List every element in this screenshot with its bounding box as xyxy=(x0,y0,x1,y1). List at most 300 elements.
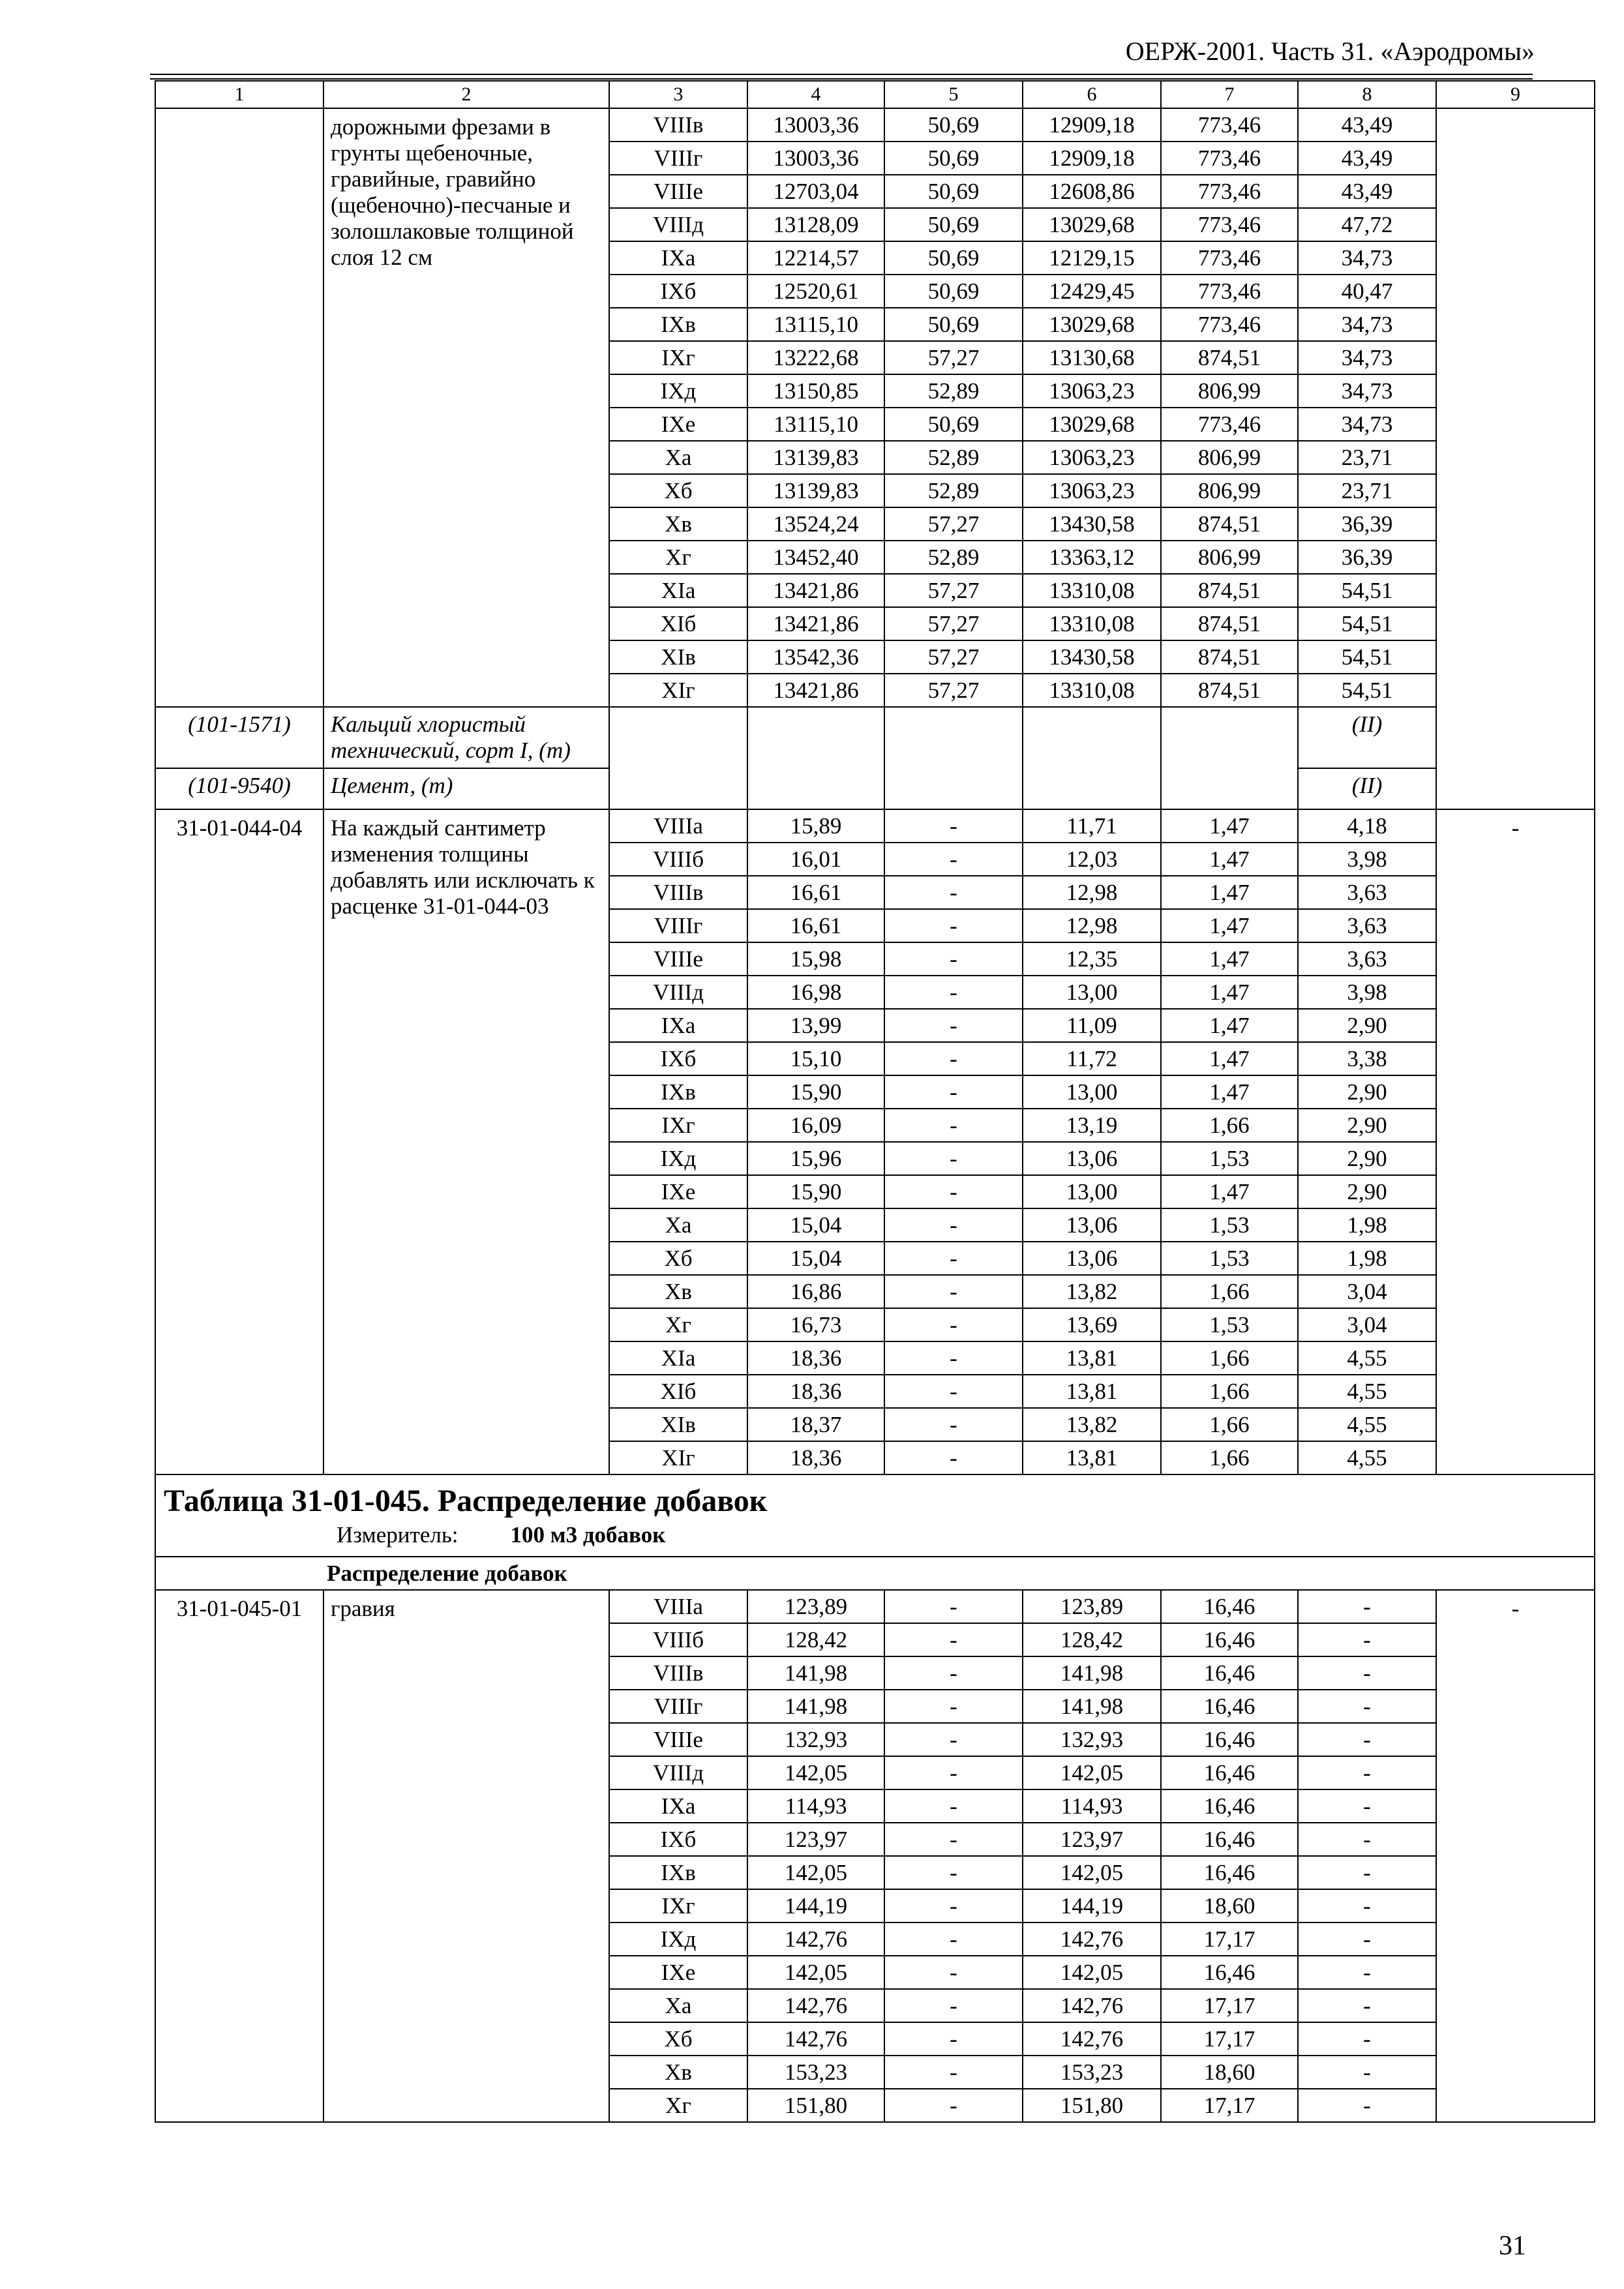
value-cell: 13524,24 xyxy=(747,507,884,541)
value-cell: - xyxy=(884,1408,1023,1441)
value-cell: 11,09 xyxy=(1023,1009,1161,1042)
value-cell: 11,72 xyxy=(1023,1042,1161,1075)
value-cell: 16,86 xyxy=(747,1275,884,1308)
value-cell: 773,46 xyxy=(1161,142,1298,175)
value-cell: 34,73 xyxy=(1298,408,1436,441)
empty-cell xyxy=(1161,707,1298,768)
value-cell: 13003,36 xyxy=(747,108,884,142)
value-cell: 54,51 xyxy=(1298,674,1436,707)
zone-cell: VIIIе xyxy=(609,175,747,208)
value-cell: 13421,86 xyxy=(747,674,884,707)
value-cell: 4,55 xyxy=(1298,1375,1436,1408)
unit-label: Измеритель: xyxy=(337,1522,459,1548)
zone-cell: IXв xyxy=(609,1075,747,1109)
value-cell: 128,42 xyxy=(1023,1623,1161,1656)
value-cell: - xyxy=(884,1922,1023,1956)
table-row xyxy=(155,1590,1595,1623)
value-cell: 4,55 xyxy=(1298,1341,1436,1375)
value-cell: - xyxy=(884,809,1023,843)
value-cell: 1,47 xyxy=(1161,1175,1298,1208)
value-cell: 57,27 xyxy=(884,607,1023,640)
zone-cell: VIIIд xyxy=(609,1756,747,1789)
material-code: (101-1571) xyxy=(155,707,323,768)
value-cell: 3,38 xyxy=(1298,1042,1436,1075)
value-cell: - xyxy=(884,1308,1023,1341)
value-cell: 23,71 xyxy=(1298,474,1436,507)
zone-cell: Xб xyxy=(609,1242,747,1275)
value-cell: 17,17 xyxy=(1161,1989,1298,2022)
value-cell: 13128,09 xyxy=(747,208,884,241)
empty-cell xyxy=(609,707,747,768)
value-cell: 18,60 xyxy=(1161,1889,1298,1922)
header-rule xyxy=(150,78,1533,80)
value-cell: 34,73 xyxy=(1298,308,1436,341)
zone-cell: VIIIг xyxy=(609,1690,747,1723)
zone-cell: XIв xyxy=(609,1408,747,1441)
rate-code-cell: 31-01-044-04 xyxy=(155,809,323,1474)
value-cell: 50,69 xyxy=(884,175,1023,208)
value-cell: 806,99 xyxy=(1161,441,1298,474)
value-cell: 874,51 xyxy=(1161,607,1298,640)
value-cell: 151,80 xyxy=(747,2089,884,2122)
table-title-cell xyxy=(155,1474,1595,1557)
column-number: 3 xyxy=(609,81,747,108)
value-cell: 16,46 xyxy=(1161,1856,1298,1889)
value-cell: 1,66 xyxy=(1161,1375,1298,1408)
value-cell: 151,80 xyxy=(1023,2089,1161,2122)
value-cell: 773,46 xyxy=(1161,175,1298,208)
value-cell: 806,99 xyxy=(1161,474,1298,507)
value-cell: 1,47 xyxy=(1161,809,1298,843)
value-cell: 15,10 xyxy=(747,1042,884,1075)
value-cell: - xyxy=(884,1009,1023,1042)
value-cell: 52,89 xyxy=(884,374,1023,408)
value-cell: 4,55 xyxy=(1298,1441,1436,1474)
zone-cell: Xг xyxy=(609,541,747,574)
value-cell: - xyxy=(884,1208,1023,1242)
value-cell: 142,76 xyxy=(747,1989,884,2022)
value-cell: 13310,08 xyxy=(1023,607,1161,640)
column-number: 9 xyxy=(1436,81,1595,108)
value-cell: 15,90 xyxy=(747,1175,884,1208)
value-cell: 132,93 xyxy=(1023,1723,1161,1756)
value-cell: 18,36 xyxy=(747,1441,884,1474)
column9-cell xyxy=(1436,108,1595,809)
value-cell: 13,81 xyxy=(1023,1341,1161,1375)
value-cell: 17,17 xyxy=(1161,1922,1298,1956)
zone-cell: Xв xyxy=(609,1275,747,1308)
value-cell: - xyxy=(1298,1723,1436,1756)
value-cell: 13421,86 xyxy=(747,574,884,607)
value-cell: - xyxy=(1298,2056,1436,2089)
value-cell: - xyxy=(1298,2022,1436,2056)
value-cell: 13430,58 xyxy=(1023,640,1161,674)
value-cell: 3,63 xyxy=(1298,909,1436,942)
value-cell: 4,55 xyxy=(1298,1408,1436,1441)
value-cell: 16,73 xyxy=(747,1308,884,1341)
value-cell: 13,82 xyxy=(1023,1408,1161,1441)
zone-cell: IXе xyxy=(609,408,747,441)
value-cell: 43,49 xyxy=(1298,142,1436,175)
zone-cell: IXб xyxy=(609,275,747,308)
column-number: 6 xyxy=(1023,81,1161,108)
zone-cell: XIб xyxy=(609,607,747,640)
zone-cell: VIIIв xyxy=(609,108,747,142)
running-header: ОЕРЖ-2001. Часть 31. «Аэродромы» xyxy=(1125,37,1535,66)
zone-cell: IXе xyxy=(609,1956,747,1989)
zone-cell: VIIIв xyxy=(609,876,747,909)
empty-cell xyxy=(747,707,884,768)
value-cell: 12909,18 xyxy=(1023,108,1161,142)
zone-cell: IXд xyxy=(609,1142,747,1175)
value-cell: 2,90 xyxy=(1298,1109,1436,1142)
rates-table xyxy=(155,80,1595,2123)
zone-cell: VIIIе xyxy=(609,1723,747,1756)
value-cell: 18,60 xyxy=(1161,2056,1298,2089)
value-cell: - xyxy=(884,876,1023,909)
value-cell: 874,51 xyxy=(1161,507,1298,541)
value-cell: 142,05 xyxy=(747,1756,884,1789)
table-title-row xyxy=(155,1474,1595,1557)
empty-cell xyxy=(884,768,1023,809)
value-cell: 11,71 xyxy=(1023,809,1161,843)
value-cell: 15,96 xyxy=(747,1142,884,1175)
value-cell: 1,47 xyxy=(1161,942,1298,976)
material-code: (101-9540) xyxy=(155,768,323,809)
value-cell: 52,89 xyxy=(884,474,1023,507)
value-cell: 141,98 xyxy=(1023,1690,1161,1723)
work-description-cell: гравия xyxy=(323,1590,609,2122)
value-cell: 13542,36 xyxy=(747,640,884,674)
value-cell: - xyxy=(884,1989,1023,2022)
value-cell: 1,66 xyxy=(1161,1341,1298,1375)
value-cell: 142,05 xyxy=(747,1956,884,1989)
rate-code-cell: 31-01-045-01 xyxy=(155,1590,323,2122)
value-cell: 141,98 xyxy=(747,1656,884,1690)
value-cell: 12,03 xyxy=(1023,843,1161,876)
value-cell: 128,42 xyxy=(747,1623,884,1656)
value-cell: - xyxy=(1298,1856,1436,1889)
value-cell: 13,81 xyxy=(1023,1441,1161,1474)
column-number: 7 xyxy=(1161,81,1298,108)
value-cell: - xyxy=(884,976,1023,1009)
zone-cell: VIIIв xyxy=(609,1656,747,1690)
value-cell: 52,89 xyxy=(884,541,1023,574)
value-cell: 13115,10 xyxy=(747,408,884,441)
value-cell: 50,69 xyxy=(884,142,1023,175)
value-cell: 114,93 xyxy=(1023,1789,1161,1823)
value-cell: 47,72 xyxy=(1298,208,1436,241)
zone-cell: IXе xyxy=(609,1175,747,1208)
value-cell: - xyxy=(884,1341,1023,1375)
material-mark: (II) xyxy=(1298,768,1436,809)
value-cell: 15,90 xyxy=(747,1075,884,1109)
value-cell: - xyxy=(884,1242,1023,1275)
zone-cell: VIIIб xyxy=(609,1623,747,1656)
zone-cell: Xа xyxy=(609,441,747,474)
value-cell: 142,76 xyxy=(747,2022,884,2056)
zone-cell: VIIIг xyxy=(609,142,747,175)
value-cell: 12429,45 xyxy=(1023,275,1161,308)
value-cell: - xyxy=(1298,1690,1436,1723)
work-description-cell: дорожными фрезами в грунты щебеночные, гравийные, гравийно (щебеночно)-песчаные и золошлаковые толщиной слоя 12 см xyxy=(323,108,609,707)
value-cell: - xyxy=(884,1623,1023,1656)
value-cell: - xyxy=(884,2022,1023,2056)
value-cell: 54,51 xyxy=(1298,640,1436,674)
value-cell: - xyxy=(884,2089,1023,2122)
value-cell: 132,93 xyxy=(747,1723,884,1756)
value-cell: 13,69 xyxy=(1023,1308,1161,1341)
value-cell: 57,27 xyxy=(884,574,1023,607)
value-cell: 40,47 xyxy=(1298,275,1436,308)
value-cell: - xyxy=(884,1723,1023,1756)
value-cell: - xyxy=(884,843,1023,876)
zone-cell: IXа xyxy=(609,1009,747,1042)
value-cell: 16,46 xyxy=(1161,1823,1298,1856)
value-cell: 12129,15 xyxy=(1023,241,1161,275)
column-number: 2 xyxy=(323,81,609,108)
zone-cell: IXд xyxy=(609,1922,747,1956)
value-cell: 13029,68 xyxy=(1023,208,1161,241)
value-cell: 3,63 xyxy=(1298,876,1436,909)
value-cell: 114,93 xyxy=(747,1789,884,1823)
value-cell: 50,69 xyxy=(884,241,1023,275)
value-cell: 12,35 xyxy=(1023,942,1161,976)
material-row xyxy=(155,768,1595,809)
value-cell: 36,39 xyxy=(1298,507,1436,541)
value-cell: 13139,83 xyxy=(747,474,884,507)
value-cell: 13029,68 xyxy=(1023,308,1161,341)
value-cell: 54,51 xyxy=(1298,607,1436,640)
value-cell: - xyxy=(884,1142,1023,1175)
value-cell: - xyxy=(1298,1889,1436,1922)
value-cell: 153,23 xyxy=(1023,2056,1161,2089)
value-cell: 144,19 xyxy=(747,1889,884,1922)
value-cell: 12214,57 xyxy=(747,241,884,275)
value-cell: 13430,58 xyxy=(1023,507,1161,541)
value-cell: 773,46 xyxy=(1161,241,1298,275)
value-cell: 43,49 xyxy=(1298,108,1436,142)
column9-cell: - xyxy=(1436,809,1595,1474)
zone-cell: VIIIе xyxy=(609,942,747,976)
value-cell: 16,46 xyxy=(1161,1590,1298,1623)
value-cell: 54,51 xyxy=(1298,574,1436,607)
material-name: Кальций хлористый технический, сорт I, (т) xyxy=(323,707,609,768)
value-cell: 15,89 xyxy=(747,809,884,843)
value-cell: 16,46 xyxy=(1161,1756,1298,1789)
value-cell: 3,98 xyxy=(1298,976,1436,1009)
zone-cell: VIIIд xyxy=(609,976,747,1009)
value-cell: - xyxy=(884,1441,1023,1474)
value-cell: 15,98 xyxy=(747,942,884,976)
value-cell: - xyxy=(884,1042,1023,1075)
value-cell: 13063,23 xyxy=(1023,441,1161,474)
value-cell: 17,17 xyxy=(1161,2022,1298,2056)
value-cell: 13029,68 xyxy=(1023,408,1161,441)
value-cell: - xyxy=(1298,1656,1436,1690)
value-cell: - xyxy=(1298,1922,1436,1956)
material-row xyxy=(155,707,1595,768)
zone-cell: Xг xyxy=(609,1308,747,1341)
value-cell: 13,19 xyxy=(1023,1109,1161,1142)
value-cell: 874,51 xyxy=(1161,674,1298,707)
value-cell: 13,06 xyxy=(1023,1142,1161,1175)
empty-cell xyxy=(747,768,884,809)
value-cell: 1,47 xyxy=(1161,1042,1298,1075)
empty-cell xyxy=(609,768,747,809)
zone-cell: XIв xyxy=(609,640,747,674)
zone-cell: XIг xyxy=(609,1441,747,1474)
value-cell: 36,39 xyxy=(1298,541,1436,574)
zone-cell: XIа xyxy=(609,1341,747,1375)
value-cell: 773,46 xyxy=(1161,275,1298,308)
value-cell: 15,04 xyxy=(747,1208,884,1242)
value-cell: - xyxy=(884,1075,1023,1109)
value-cell: 12608,86 xyxy=(1023,175,1161,208)
value-cell: 1,66 xyxy=(1161,1109,1298,1142)
value-cell: - xyxy=(884,1590,1023,1623)
value-cell: 142,05 xyxy=(1023,1856,1161,1889)
value-cell: 142,76 xyxy=(1023,1989,1161,2022)
zone-cell: IXг xyxy=(609,1109,747,1142)
value-cell: 52,89 xyxy=(884,441,1023,474)
value-cell: 13222,68 xyxy=(747,341,884,374)
value-cell: 57,27 xyxy=(884,674,1023,707)
value-cell: 2,90 xyxy=(1298,1175,1436,1208)
value-cell: 1,47 xyxy=(1161,976,1298,1009)
value-cell: 1,66 xyxy=(1161,1408,1298,1441)
value-cell: 13003,36 xyxy=(747,142,884,175)
value-cell: 4,18 xyxy=(1298,809,1436,843)
value-cell: 142,76 xyxy=(1023,2022,1161,2056)
value-cell: - xyxy=(1298,1756,1436,1789)
unit-line xyxy=(164,1521,1586,1549)
value-cell: 50,69 xyxy=(884,275,1023,308)
value-cell: - xyxy=(1298,1956,1436,1989)
value-cell: - xyxy=(884,1656,1023,1690)
value-cell: 34,73 xyxy=(1298,241,1436,275)
value-cell: 773,46 xyxy=(1161,208,1298,241)
value-cell: 16,61 xyxy=(747,876,884,909)
zone-cell: Xа xyxy=(609,1989,747,2022)
value-cell: 1,53 xyxy=(1161,1208,1298,1242)
zone-cell: XIб xyxy=(609,1375,747,1408)
zone-cell: IXа xyxy=(609,1789,747,1823)
value-cell: 12,98 xyxy=(1023,876,1161,909)
value-cell: 2,90 xyxy=(1298,1075,1436,1109)
value-cell: 874,51 xyxy=(1161,640,1298,674)
value-cell: 16,46 xyxy=(1161,1690,1298,1723)
value-cell: 17,17 xyxy=(1161,2089,1298,2122)
zone-cell: IXд xyxy=(609,374,747,408)
value-cell: 34,73 xyxy=(1298,374,1436,408)
zone-cell: IXг xyxy=(609,1889,747,1922)
zone-cell: VIIIд xyxy=(609,208,747,241)
value-cell: 16,46 xyxy=(1161,1956,1298,1989)
zone-cell: Xа xyxy=(609,1208,747,1242)
value-cell: - xyxy=(884,1175,1023,1208)
value-cell: 2,90 xyxy=(1298,1142,1436,1175)
zone-cell: Xб xyxy=(609,2022,747,2056)
value-cell: 3,98 xyxy=(1298,843,1436,876)
value-cell: 13063,23 xyxy=(1023,474,1161,507)
empty-cell xyxy=(1161,768,1298,809)
value-cell: 13,99 xyxy=(747,1009,884,1042)
value-cell: - xyxy=(1298,2089,1436,2122)
value-cell: - xyxy=(884,1789,1023,1823)
value-cell: 13130,68 xyxy=(1023,341,1161,374)
value-cell: 1,98 xyxy=(1298,1208,1436,1242)
value-cell: 1,47 xyxy=(1161,1009,1298,1042)
value-cell: - xyxy=(1298,1789,1436,1823)
zone-cell: IXб xyxy=(609,1823,747,1856)
value-cell: 142,76 xyxy=(747,1922,884,1956)
value-cell: - xyxy=(884,909,1023,942)
value-cell: 57,27 xyxy=(884,507,1023,541)
work-description-cell: На каждый сантиметр изменения толщины добавлять или исключать к расценке 31-01-044-03 xyxy=(323,809,609,1474)
zone-cell: Xг xyxy=(609,2089,747,2122)
zone-cell: XIг xyxy=(609,674,747,707)
zone-cell: IXа xyxy=(609,241,747,275)
value-cell: 12703,04 xyxy=(747,175,884,208)
value-cell: - xyxy=(884,942,1023,976)
zone-cell: IXв xyxy=(609,1856,747,1889)
value-cell: 142,76 xyxy=(1023,1922,1161,1956)
value-cell: - xyxy=(1298,1590,1436,1623)
value-cell: 50,69 xyxy=(884,408,1023,441)
value-cell: - xyxy=(884,1109,1023,1142)
value-cell: 806,99 xyxy=(1161,374,1298,408)
value-cell: - xyxy=(1298,1823,1436,1856)
value-cell: 3,63 xyxy=(1298,942,1436,976)
section-row xyxy=(155,1557,1595,1590)
table-row xyxy=(155,809,1595,843)
value-cell: 874,51 xyxy=(1161,341,1298,374)
value-cell: 13,06 xyxy=(1023,1208,1161,1242)
zone-cell: IXб xyxy=(609,1042,747,1075)
value-cell: 123,97 xyxy=(1023,1823,1161,1856)
value-cell: 18,36 xyxy=(747,1341,884,1375)
value-cell: - xyxy=(884,1375,1023,1408)
value-cell: 12,98 xyxy=(1023,909,1161,942)
value-cell: 141,98 xyxy=(747,1690,884,1723)
column9-cell: - xyxy=(1436,1590,1595,2122)
column-numbers-row xyxy=(155,81,1595,108)
value-cell: 153,23 xyxy=(747,2056,884,2089)
table-row xyxy=(155,108,1595,142)
zone-cell: VIIIа xyxy=(609,1590,747,1623)
value-cell: 16,98 xyxy=(747,976,884,1009)
value-cell: 773,46 xyxy=(1161,108,1298,142)
value-cell: - xyxy=(884,1823,1023,1856)
value-cell: 1,47 xyxy=(1161,909,1298,942)
value-cell: - xyxy=(884,1275,1023,1308)
value-cell: 123,89 xyxy=(747,1590,884,1623)
zone-cell: Xв xyxy=(609,507,747,541)
zone-cell: XIа xyxy=(609,574,747,607)
value-cell: 1,53 xyxy=(1161,1242,1298,1275)
column-number: 8 xyxy=(1298,81,1436,108)
value-cell: 123,97 xyxy=(747,1823,884,1856)
zone-cell: VIIIа xyxy=(609,809,747,843)
value-cell: 142,05 xyxy=(747,1856,884,1889)
empty-cell xyxy=(884,707,1023,768)
value-cell: - xyxy=(884,1856,1023,1889)
value-cell: - xyxy=(884,1690,1023,1723)
value-cell: 16,09 xyxy=(747,1109,884,1142)
value-cell: 13,00 xyxy=(1023,1075,1161,1109)
value-cell: 16,46 xyxy=(1161,1789,1298,1823)
